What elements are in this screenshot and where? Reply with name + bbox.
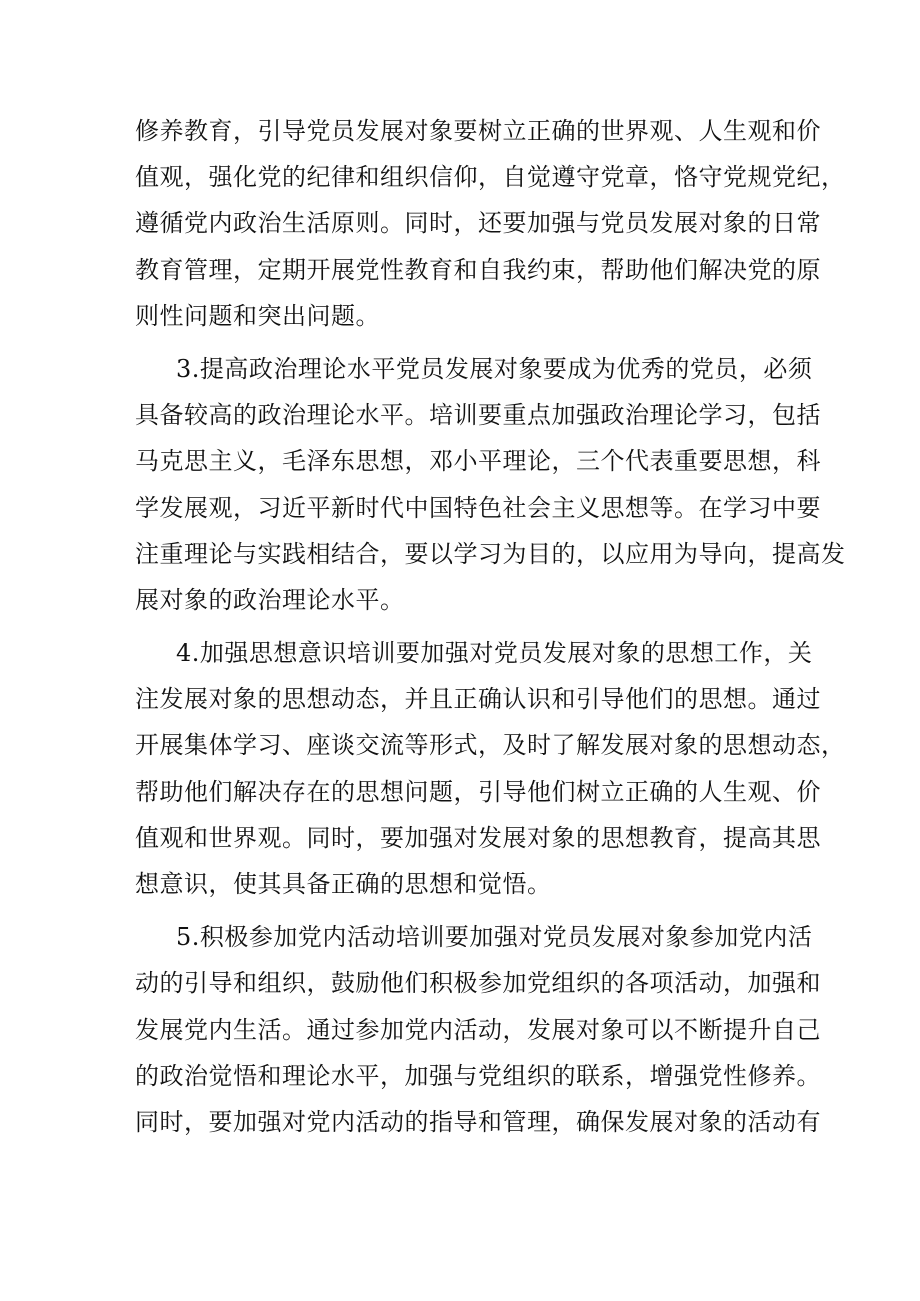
paragraph-gap: [135, 339, 785, 346]
paragraph-gap: [135, 623, 785, 630]
text-line: 开展集体学习、座谈交流等形式，及时了解发展对象的思想动态，: [135, 731, 846, 760]
text-line: 3.提高政治理论水平党员发展对象要成为优秀的党员，必须: [176, 354, 813, 383]
text-line: 4.加强思想意识培训要加强对党员发展对象的思想工作，关: [176, 639, 813, 668]
document-body: [135, 108, 846, 1145]
text-line: 同时，要加强对党内活动的指导和管理，确保发展对象的活动有: [135, 1107, 821, 1136]
paragraph-item-4: [135, 630, 846, 907]
text-line: 学发展观，习近平新时代中国特色社会主义思想等。在学习中要: [135, 493, 821, 522]
text-line: 值观和世界观。同时，要加强对发展对象的思想教育，提高其思: [135, 823, 821, 852]
text-line: 修养教育，引导党员发展对象要树立正确的世界观、人生观和价: [135, 117, 821, 145]
text-line: 值观，强化党的纪律和组织信仰，自觉遵守党章，恪守党规党纪，: [135, 163, 846, 192]
text-line: 则性问题和突出问题。: [135, 301, 380, 330]
text-line: 教育管理，定期开展党性教育和自我约束，帮助他们解决党的原: [135, 255, 821, 284]
text-line: 具备较高的政治理论水平。培训要重点加强政治理论学习，包括: [135, 401, 821, 430]
text-line: 想意识，使其具备正确的思想和觉悟。: [135, 870, 552, 898]
paragraph-gap: [135, 907, 785, 914]
text-line: 遵循党内政治生活原则。同时，还要加强与党员发展对象的日常: [135, 209, 821, 238]
text-line: 马克思主义，毛泽东思想，邓小平理论，三个代表重要思想，科: [135, 447, 821, 476]
paragraph-continuation: [135, 108, 846, 339]
text-line: 5.积极参加党内活动培训要加强对党员发展对象参加党内活: [176, 923, 813, 952]
text-line: 发展党内生活。通过参加党内活动，发展对象可以不断提升自己: [135, 1015, 821, 1044]
text-line: 注发展对象的思想动态，并且正确认识和引导他们的思想。通过: [135, 685, 821, 714]
paragraph-item-5: [135, 914, 821, 1145]
text-line: 帮助他们解决存在的思想问题，引导他们树立正确的人生观、价: [135, 777, 821, 806]
paragraph-item-3: [135, 346, 846, 623]
text-line: 展对象的政治理论水平。: [135, 585, 405, 614]
text-line: 注重理论与实践相结合，要以学习为目的，以应用为导向，提高发: [135, 539, 846, 568]
text-line: 的政治觉悟和理论水平，加强与党组织的联系，增强党性修养。: [135, 1061, 821, 1090]
text-line: 动的引导和组织，鼓励他们积极参加党组织的各项活动，加强和: [135, 969, 821, 998]
